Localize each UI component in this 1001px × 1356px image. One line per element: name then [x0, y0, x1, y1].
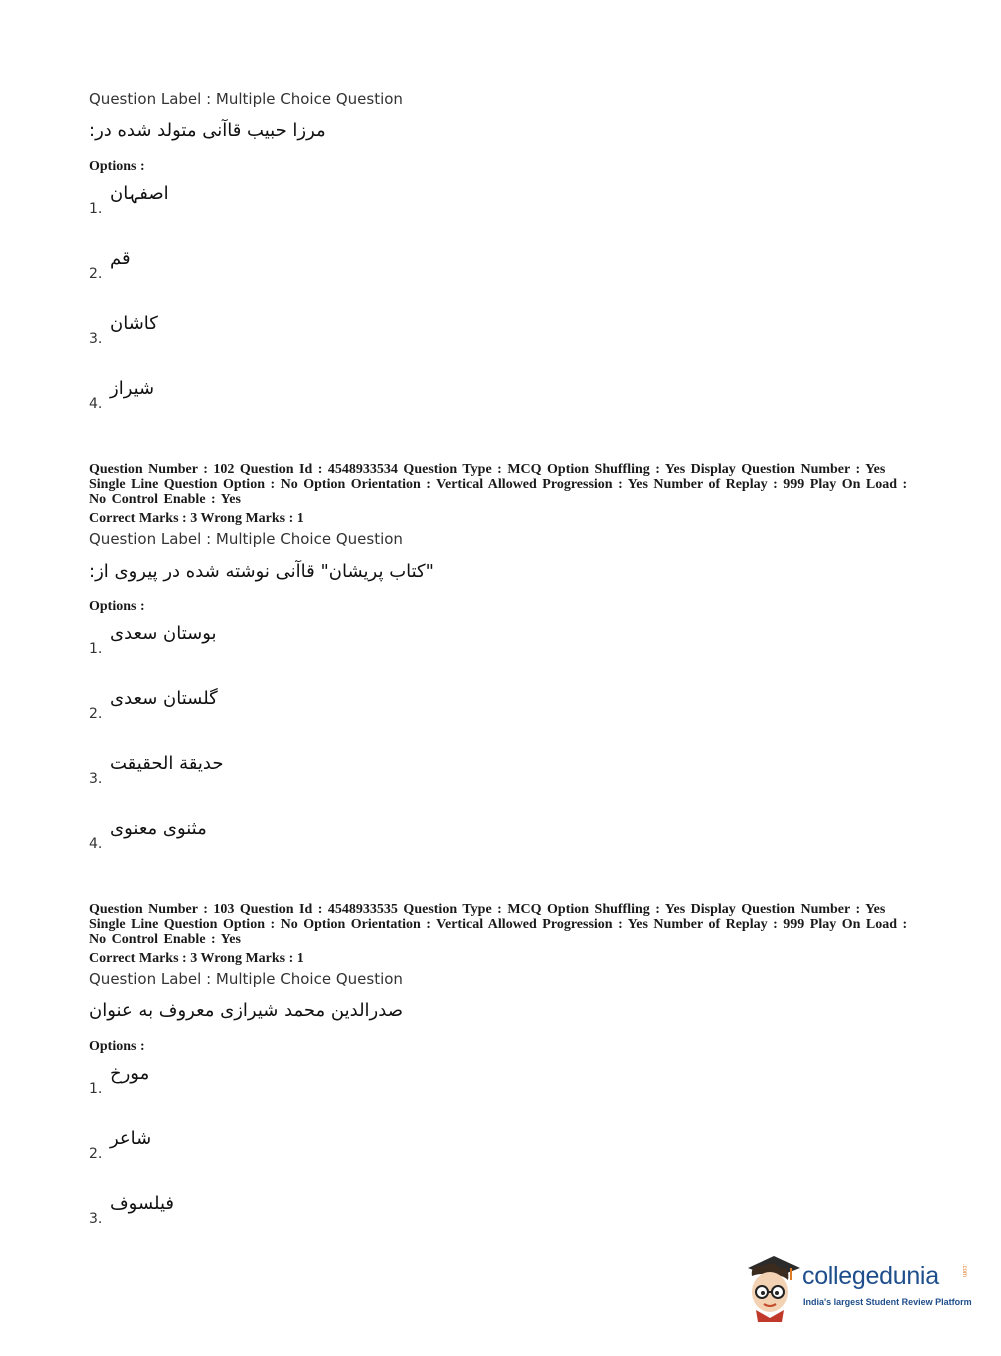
meta-line: No Control Enable : Yes — [89, 492, 241, 507]
option-text: شاعر — [110, 1128, 152, 1149]
marks-info: Correct Marks : 3 Wrong Marks : 1 — [89, 951, 304, 966]
option-text: فیلسوف — [110, 1193, 175, 1214]
option-number: 4. — [89, 836, 103, 852]
option-number: 4. — [89, 396, 103, 412]
option-number: 2. — [89, 266, 103, 282]
meta-line: No Control Enable : Yes — [89, 932, 241, 947]
option-text: قم — [110, 248, 131, 269]
meta-line: Single Line Question Option : No Option Orientation : Vertical Allowed Progression : Yes Number of Replay : 999 Play On Load : — [89, 477, 908, 492]
option-number: 2. — [89, 1146, 103, 1162]
option-number: 1. — [89, 641, 103, 657]
option-text: شیراز — [110, 378, 155, 399]
question-meta — [89, 462, 919, 507]
collegedunia-logo — [742, 1252, 972, 1322]
question-text: مرزا حبیب قاآنی متولد شده در: — [89, 120, 326, 141]
option-number: 3. — [89, 771, 103, 787]
question-label: Question Label : Multiple Choice Question — [89, 970, 403, 988]
option-text: اصفہان — [110, 183, 169, 204]
options-heading: Options : — [89, 1039, 145, 1054]
question-meta — [89, 902, 919, 947]
meta-line: Single Line Question Option : No Option Orientation : Vertical Allowed Progression : Yes Number of Replay : 999 Play On Load : — [89, 917, 908, 932]
logo-dotcom: .com — [961, 1264, 967, 1278]
option-number: 2. — [89, 706, 103, 722]
option-number: 3. — [89, 1211, 103, 1227]
question-text: صدرالدین محمد شیرازی معروف به عنوان — [89, 1000, 403, 1021]
meta-line: Question Number : 102 Question Id : 4548933534 Question Type : MCQ Option Shuffling : Yes Display Question Number : Yes — [89, 462, 886, 477]
logo-wordmark: collegedunia — [802, 1262, 939, 1290]
option-text: گلستان سعدی — [110, 688, 218, 709]
options-heading: Options : — [89, 599, 145, 614]
option-number: 3. — [89, 331, 103, 347]
marks-info: Correct Marks : 3 Wrong Marks : 1 — [89, 511, 304, 526]
mascot-icon — [742, 1252, 800, 1322]
option-text: حدیقة الحقیقت — [110, 753, 224, 774]
question-label: Question Label : Multiple Choice Question — [89, 530, 403, 548]
logo-tagline: India's largest Student Review Platform — [803, 1297, 972, 1307]
option-number: 1. — [89, 1081, 103, 1097]
option-text: کاشان — [110, 313, 158, 334]
options-heading: Options : — [89, 159, 145, 174]
meta-line: Question Number : 103 Question Id : 4548933535 Question Type : MCQ Option Shuffling : Yes Display Question Number : Yes — [89, 902, 886, 917]
question-text: "کتاب پریشان" قاآنی نوشته شده در پیروی از: — [89, 561, 434, 582]
option-text: بوستان سعدی — [110, 623, 217, 644]
option-text: مورخ — [110, 1063, 150, 1084]
option-text: مثنوی معنوی — [110, 818, 207, 839]
option-number: 1. — [89, 201, 103, 217]
question-label: Question Label : Multiple Choice Question — [89, 90, 403, 108]
